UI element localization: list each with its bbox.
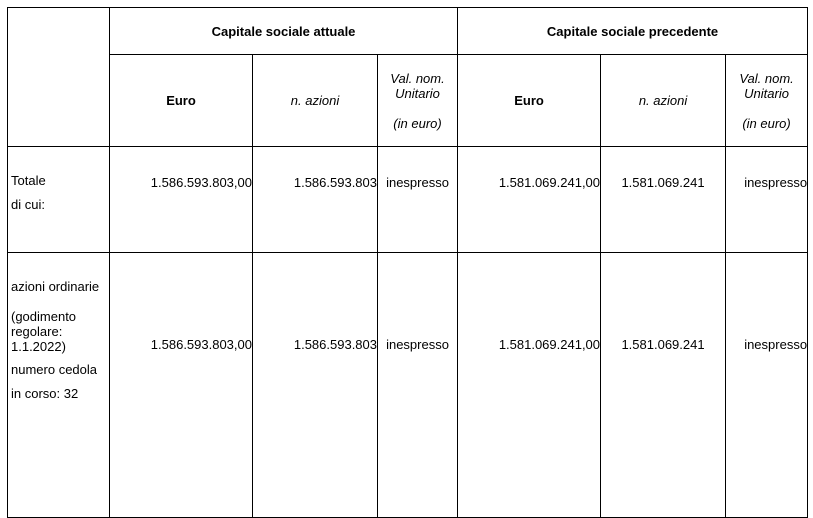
previous-capital-header: Capitale sociale precedente [458, 8, 808, 55]
current-capital-header: Capitale sociale attuale [110, 8, 458, 55]
ordinary-previous-nominal: inespresso [726, 253, 808, 518]
total-current-nominal: inespresso [378, 147, 458, 253]
nominal-value-line2: Unitario [744, 85, 789, 101]
nominal-value-line2: Unitario [395, 85, 440, 101]
ordinary-label-cell [8, 253, 110, 518]
of-which-label: di cui: [11, 197, 45, 212]
dividend-rights-label: (godimento [11, 309, 77, 324]
group-header-row [8, 8, 808, 55]
ordinary-previous-shares: 1.581.069.241 [601, 253, 726, 518]
total-current-shares: 1.586.593.803 [253, 147, 378, 253]
total-label-cell [8, 147, 110, 253]
regular-label: regolare: [11, 324, 63, 339]
nominal-value-line3: (in euro) [393, 115, 442, 131]
nominal-value-line1: Val. nom. [390, 70, 445, 86]
total-previous-euro: 1.581.069.241,00 [458, 147, 601, 253]
ordinary-current-euro: 1.586.593.803,00 [110, 253, 253, 518]
total-label: Totale [11, 173, 46, 188]
table-row-total [8, 147, 808, 253]
ordinary-previous-euro: 1.581.069.241,00 [458, 253, 601, 518]
current-coupon-label: in corso: 32 [11, 386, 79, 401]
previous-euro-header: Euro [458, 55, 601, 147]
current-shares-header: n. azioni [253, 55, 378, 147]
total-previous-shares: 1.581.069.241 [601, 147, 726, 253]
total-current-euro: 1.586.593.803,00 [110, 147, 253, 253]
current-euro-header: Euro [110, 55, 253, 147]
coupon-number-label: numero cedola [11, 362, 97, 377]
ordinary-shares-label: azioni ordinarie [11, 279, 100, 294]
ordinary-current-shares: 1.586.593.803 [253, 253, 378, 518]
share-capital-table [7, 7, 808, 518]
empty-corner-cell [8, 8, 110, 147]
date-label: 1.1.2022) [11, 339, 66, 354]
previous-nominal-value-header [726, 55, 808, 147]
current-nominal-value-header [378, 55, 458, 147]
total-previous-nominal: inespresso [726, 147, 808, 253]
nominal-value-line1: Val. nom. [739, 70, 794, 86]
ordinary-current-nominal: inespresso [378, 253, 458, 518]
previous-shares-header: n. azioni [601, 55, 726, 147]
sub-header-row [8, 55, 808, 147]
table-row-ordinary-shares [8, 253, 808, 518]
nominal-value-line3: (in euro) [742, 115, 791, 131]
